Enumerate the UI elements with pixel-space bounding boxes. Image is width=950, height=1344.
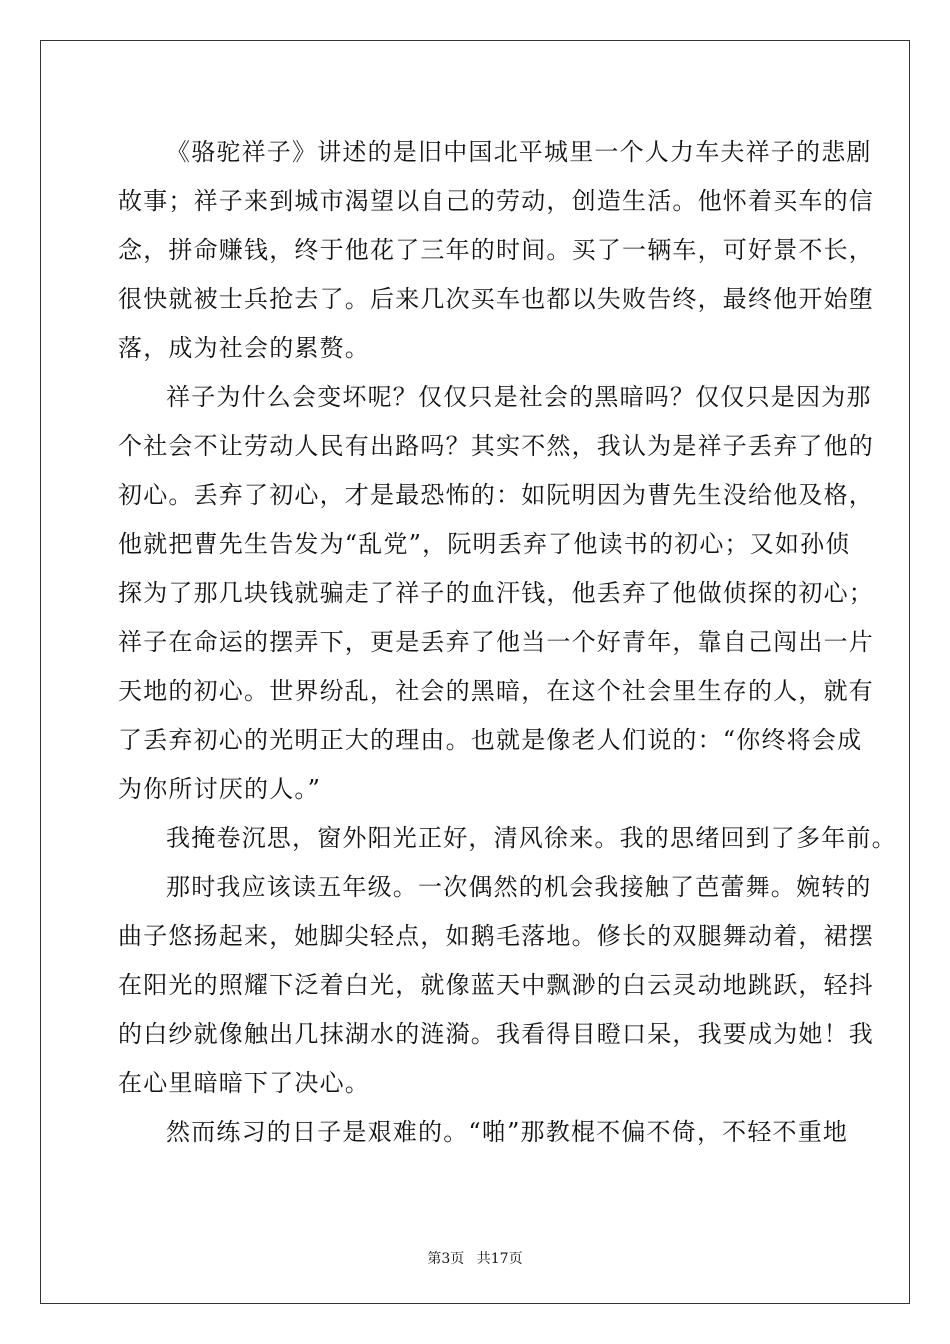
document-body xyxy=(118,128,897,1157)
text-line: 然而练习的日子是艰难的。“啪”那教棍不偏不倚，不轻不重地 xyxy=(166,1118,849,1146)
text-line: 曲子悠扬起来，她脚尖轻点，如鹅毛落地。修长的双腿舞动着，裙摆 xyxy=(118,922,874,950)
text-line: 故事；祥子来到城市渴望以自己的劳动，创造生活。他怀着买车的信 xyxy=(118,187,874,215)
text-line: 在心里暗暗下了决心。 xyxy=(118,1069,370,1097)
text-line: 落，成为社会的累赘。 xyxy=(118,334,370,362)
page-total: 共17页 xyxy=(476,1251,523,1267)
page-footer xyxy=(0,1248,950,1268)
paragraph-3 xyxy=(118,814,897,863)
text-line: 那时我应该读五年级。一次偶然的机会我接触了芭蕾舞。婉转的 xyxy=(166,873,872,901)
text-line: 的白纱就像触出几抹湖水的涟漪。我看得目瞪口呆，我要成为她！我 xyxy=(118,1020,874,1048)
text-line: 他就把曹先生告发为“乱党”，阮明丢弃了他读书的初心；又如孙侦 xyxy=(118,530,851,558)
text-line: 我掩卷沉思，窗外阳光正好，清风徐来。我的思绪回到了多年前。 xyxy=(166,824,897,852)
text-line: 祥子为什么会变坏呢？仅仅只是社会的黑暗吗？仅仅只是因为那 xyxy=(166,383,872,411)
text-line: 在阳光的照耀下泛着白光，就像蓝天中飘渺的白云灵动地跳跃，轻抖 xyxy=(118,971,874,999)
paragraph-4 xyxy=(118,863,874,1108)
text-line: 很快就被士兵抢去了。后来几次买车也都以失败告终，最终他开始堕 xyxy=(118,285,874,313)
text-line: 探为了那几块钱就骗走了祥子的血汗钱，他丢弃了他做侦探的初心； xyxy=(118,579,874,607)
text-line: 个社会不让劳动人民有出路吗？其实不然，我认为是祥子丢弃了他的 xyxy=(118,432,874,460)
paragraph-5 xyxy=(118,1108,849,1157)
text-line: 为你所讨厌的人。” xyxy=(118,775,322,803)
page-number: 第3页 xyxy=(427,1251,465,1267)
text-line: 祥子在命运的摆弄下，更是丢弃了他当一个好青年，靠自己闯出一片 xyxy=(118,628,874,656)
text-line: 《骆驼祥子》讲述的是旧中国北平城里一个人力车夫祥子的悲剧 xyxy=(166,138,872,166)
paragraph-2 xyxy=(118,373,874,814)
text-line: 天地的初心。世界纷乱，社会的黑暗，在这个社会里生存的人，就有 xyxy=(118,677,874,705)
text-line: 初心。丢弃了初心，才是最恐怖的：如阮明因为曹先生没给他及格， xyxy=(118,481,874,509)
text-line: 了丢弃初心的光明正大的理由。也就是像老人们说的：“你终将会成 xyxy=(118,726,863,754)
paragraph-1 xyxy=(118,128,874,373)
text-line: 念，拼命赚钱，终于他花了三年的时间。买了一辆车，可好景不长， xyxy=(118,236,874,264)
